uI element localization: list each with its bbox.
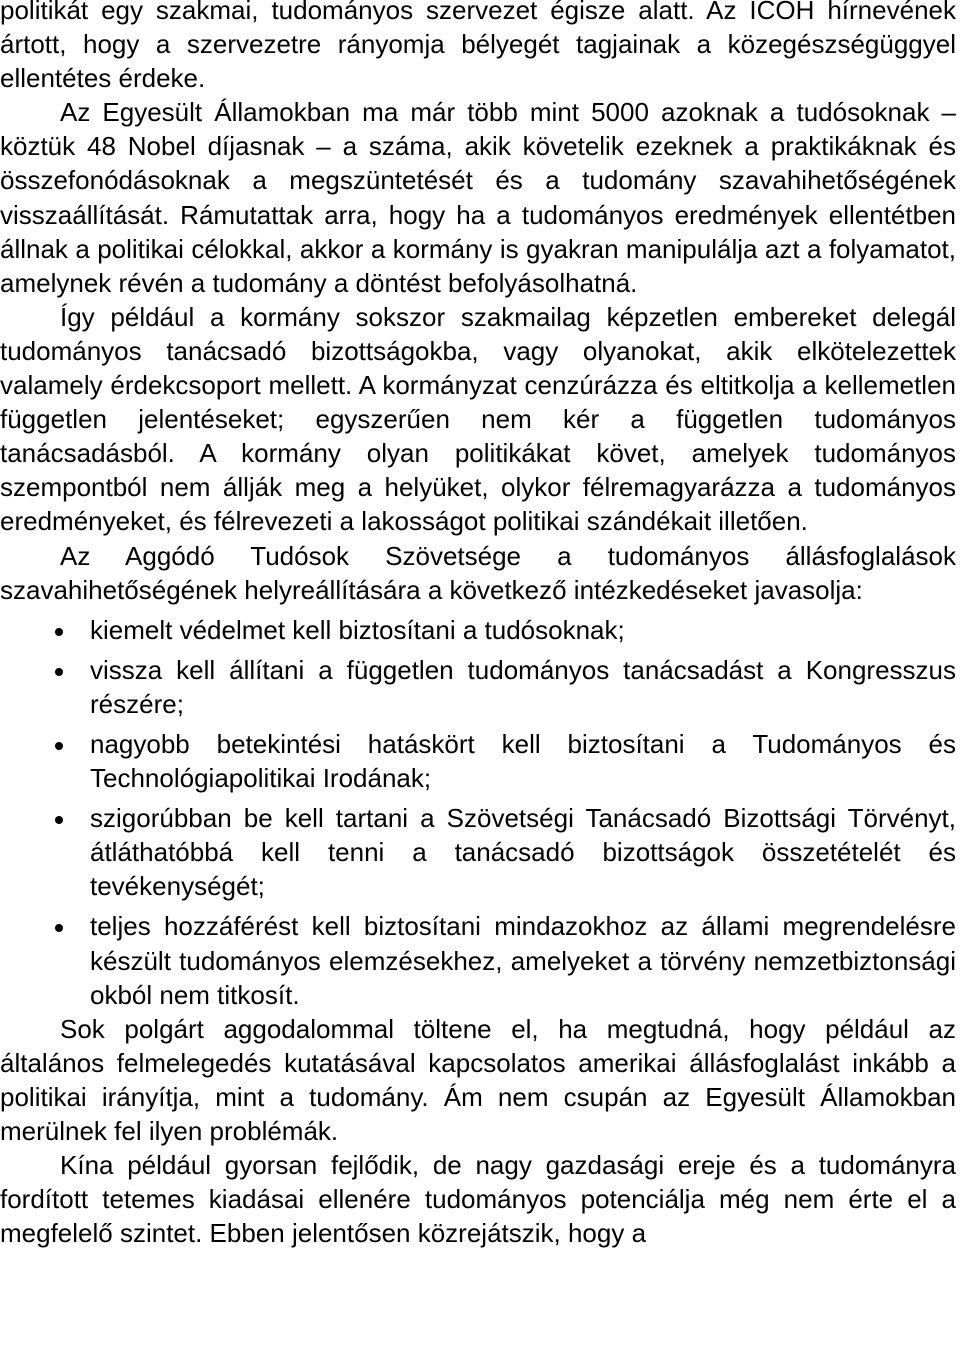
list-item xyxy=(0,727,956,795)
list-item xyxy=(0,653,956,721)
list-item-text: nagyobb betekintési hatáskört kell biztosítani a Tudományos és Technológiapolitikai Irodának; xyxy=(90,728,956,794)
proposal-list xyxy=(0,613,956,1012)
bullet-icon xyxy=(55,668,63,676)
bullet-icon xyxy=(55,816,63,824)
paragraph-icoh: politikát egy szakmai, tudományos szervezet égisze alatt. Az ICOH hírnevének ártott, hogy a szervezetre rányomja bélyegét tagjainak a közegészségüggyel ellentétes érdeke. xyxy=(0,0,956,94)
list-item-text: teljes hozzáférést kell biztosítani mindazokhoz az állami megrendelésre készült tudományos elemzésekhez, amelyeket a törvény nemzetbiztonsági okból nem titkosít. xyxy=(90,911,956,1010)
paragraph-china: Kína például gyorsan fejlődik, de nagy gazdasági ereje és a tudományra fordított tetemes kiadásai ellenére tudományos potenciálja még nem érte el a megfelelő szintet. Ebben jelentősen közrejátszik, hogy a xyxy=(0,1150,956,1249)
list-item xyxy=(0,801,956,903)
bullet-icon xyxy=(55,742,63,750)
paragraph-ucs-proposals: Az Aggódó Tudósok Szövetsége a tudományos állásfoglalások szavahihetőségének helyreállítására a következő intézkedéseket javasolja: xyxy=(0,540,956,605)
list-item-text: vissza kell állítani a független tudományos tanácsadást a Kongresszus részére; xyxy=(90,654,956,719)
paragraph-citizens-concern: Sok polgárt aggodalommal töltene el, ha megtudná, hogy például az általános felmelegedés kutatásával kapcsolatos amerikai állásfoglalást inkább a politikai irányítja, mint a tudomány. Ám nem csupán az Egyesült Államokban merülnek fel ilyen problémák. xyxy=(0,1013,956,1146)
paragraph-government-manipulation: Így például a kormány sokszor szakmailag képzetlen embereket delegál tudományos tanácsadó bizottságokba, vagy olyanokat, akik elkötelezettek valamely érdekcsoport mellett. A kormányzat cenzúrázza és eltitkolja a kellemetlen független jelentéseket; egyszerűen nem kér a független tudományos tanácsadásból. A kormány olyan politikákat követ, amelyek tudományos szempontból nem állják meg a helyüket, olykor félremagyarázza a tudományos eredményeket, és félrevezeti a lakosságot politikai szándékait illetően. xyxy=(0,301,956,537)
list-item-text: kiemelt védelmet kell biztosítani a tudósoknak; xyxy=(90,614,625,645)
list-item xyxy=(0,909,956,1011)
bullet-icon xyxy=(55,628,63,636)
list-item xyxy=(0,613,956,647)
list-item-text: szigorúbban be kell tartani a Szövetségi Tanácsadó Bizottsági Törvényt, átláthatóbbá kell tenni a tanácsadó bizottságok összetételét és tevékenységét; xyxy=(90,803,956,902)
paragraph-us-scientists: Az Egyesült Államokban ma már több mint 5000 azoknak a tudósoknak – köztük 48 Nobel díjasnak – a száma, akik követelik ezeknek a praktikáknak és összefonódásoknak a megszüntetését és a tudomány szavahihetőségének visszaállítását. Rámutattak arra, hogy ha a tudományos eredmények ellentétben állnak a politikai célokkal, akkor a kormány is gyakran manipulálja azt a folyamatot, amelynek révén a tudomány a döntést befolyásolhatná. xyxy=(0,97,956,298)
bullet-icon xyxy=(55,924,63,932)
